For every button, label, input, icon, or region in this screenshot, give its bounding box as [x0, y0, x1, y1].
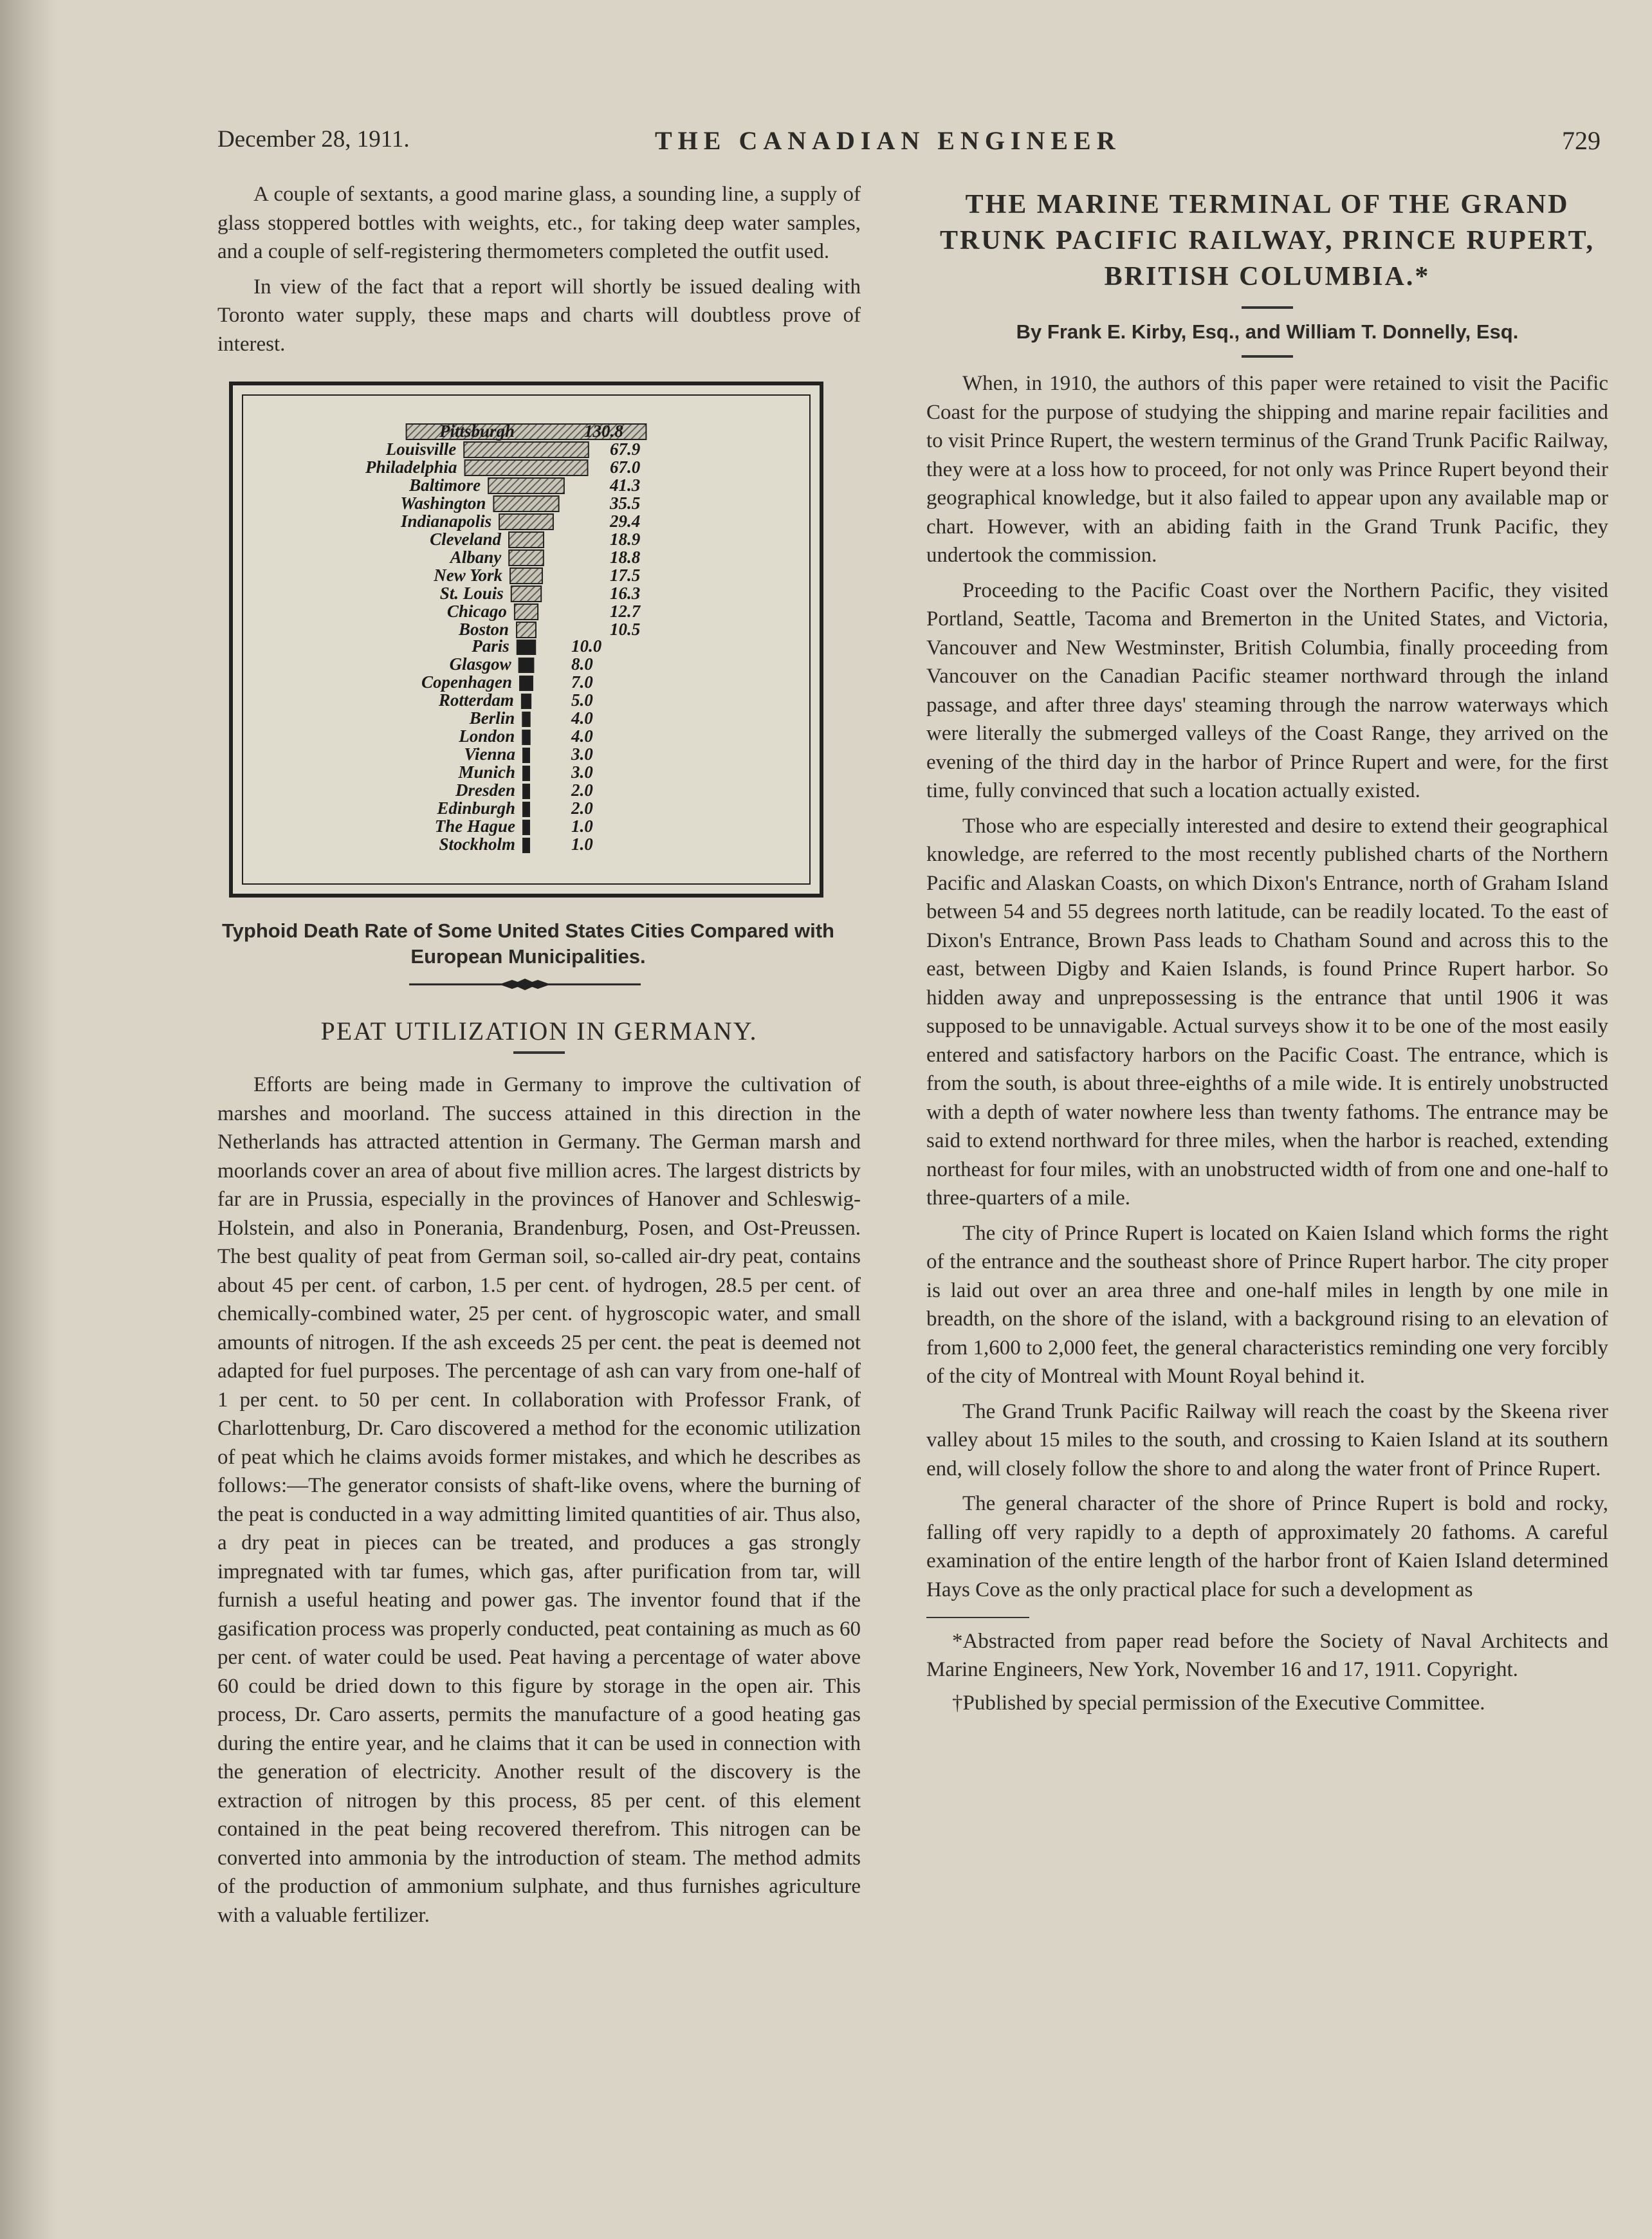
category-label: Berlin: [469, 708, 515, 728]
bar-baltimore: [488, 478, 564, 493]
bar-new-york: [510, 568, 542, 584]
article-paragraph: When, in 1910, the authors of this paper were retained to visit the Pacific Coast for the purpose of studying the shipping and marine repair facilities and to visit Prince Rupert, the western terminus of the Grand Trunk Pacific Railway, they were at a loss how to proceed, for not only was Prince Rupert beyond their geographical knowledge, but it also failed to appear upon any available map or chart. However, with an abiding faith in the Grand Trunk Pacific, they undertook the commission.: [926, 372, 1608, 567]
bar-chicago: [515, 604, 538, 620]
chart-frame: [229, 382, 823, 898]
category-label: Philadelphia: [365, 457, 457, 477]
article-paragraph: The general character of the shore of Prince Rupert is bold and rocky, falling off very rapidly to a depth of approximately 20 fathoms. A careful examination of the entire length of the harbor front of Kaien Island determined Hays Cove as the only practical place for such a development as: [926, 1492, 1608, 1601]
category-label: Chicago: [446, 602, 507, 621]
category-label: Edinburgh: [437, 798, 515, 818]
value-label: 16.3: [610, 584, 641, 603]
article-title: THE MARINE TERMINAL OF THE GRAND TRUNK PACIFIC RAILWAY, PRINCE RUPERT, BRITISH COLUMBIA.*: [939, 190, 1595, 291]
category-label: Rotterdam: [438, 690, 514, 710]
value-label: 4.0: [571, 726, 593, 746]
footnote-rule: [926, 1617, 1029, 1618]
category-label: Louisville: [385, 439, 457, 459]
value-label: 2.0: [571, 798, 593, 818]
category-label: Paris: [472, 636, 509, 656]
footnote: *Abstracted from paper read before the Society of Naval Architects and Marine Engineers, New York, November 16 and 17, 1911. Copyright.: [926, 1630, 1608, 1681]
value-label: 2.0: [571, 780, 593, 800]
category-label: Baltimore: [409, 475, 481, 495]
bar-the-hague: [523, 820, 529, 834]
intro-paragraph: A couple of sextants, a good marine glass, a sounding line, a supply of glass stoppered bottles with weights, etc., for taking deep water samples, and a couple of self-registering thermometers completed the outfit used.: [217, 183, 861, 263]
title-rule: [513, 1051, 565, 1054]
category-label: Glasgow: [449, 654, 511, 674]
title-rule: [1242, 306, 1293, 309]
bar-rotterdam: [522, 694, 531, 708]
bar-edinburgh: [523, 802, 529, 816]
category-label: Washington: [400, 493, 486, 513]
typhoid-figure: [222, 382, 834, 994]
value-label: 67.9: [610, 439, 641, 459]
bar-vienna: [523, 748, 529, 762]
peat-paragraph: Efforts are being made in Germany to improve the cultivation of marshes and moorland. The success attained in this direction in the Netherlands has attracted attention in Germany. The German marsh and moorlands cover an area of about five million acres. The largest districts by far are in Prussia, especially in the provinces of Hanover and Schleswig-Holstein, and also in Ponerania, Brandenburg, Posen, and Ost-Preussen. The best quality of peat from German soil, so-called air-dry peat, contains about 45 per cent. of carbon, 1.5 per cent. of hydrogen, 28.5 per cent. of chemically-combined water, 25 per cent. of hygroscopic water, and small amounts of nitrogen. If the ash exceeds 25 per cent. the peat is deemed not adapted for fuel purposes. The percentage of ash can vary from one-half of 1 per cent. to 50 per cent. In collaboration with Professor Frank, of Charlottenburg, Dr. Caro discovered a method for the economic utilization of peat which he claims avoids former mistakes, and which he describes as follows:—The generator consists of shaft-like ovens, where the burning of the peat is conducted in a way admitting limited quantities of air. Thus also, a dry peat in pieces can be treated, and produces a gas strongly impregnated with tar fumes, which gas, after purification from tar, will furnish a useful heating and power gas. The inventor found that if the gasification process was properly conducted, peat containing as much as 60 per cent. of water could be used. Peat having a percentage of water above 60 could be dried down to this figure by storage in the open air. This process, Dr. Caro asserts, permits the manufacture of a good heating gas during the entire year, and he claims that it can be used in connection with the generation of electricity. Another result of the discovery is the extraction of nitrogen by this process, 85 per cent. of this element contained in the peat being recovered therefrom. This nitrogen can be converted into ammonia by the introduction of steam. The method admits of the production of ammonium sulphate, and thus furnishes agriculture with a valuable fertilizer.: [217, 1073, 861, 1927]
typhoid-chart: [233, 385, 820, 894]
journal-title: THE CANADIAN ENGINEER: [655, 126, 1121, 155]
value-label: 3.0: [571, 762, 593, 782]
bar-copenhagen: [520, 676, 533, 690]
ornament-divider: [409, 975, 641, 994]
bar-indianapolis: [499, 514, 553, 530]
article-paragraph: Proceeding to the Pacific Coast over the Northern Pacific, they visited Portland, Seattle, Tacoma and Bremerton in the United States, and Victoria, Vancouver and New Westminster, British Columbia, finally proceeding from Vancouver on the Canadian Pacific steamer northward through the inland passage, and after three days' steaming through the narrow waterways which were literally the submerged valleys of the Coast Range, they arrived on the evening of the third day in the harbor of Prince Rupert and were, for the first time, fully convinced that such a location actually existed.: [926, 578, 1608, 802]
value-label: 10.5: [610, 620, 641, 639]
bar-munich: [523, 766, 529, 780]
value-label: 18.8: [610, 548, 641, 567]
value-label: 5.0: [571, 690, 593, 710]
footnote: †Published by special permission of the Executive Committee.: [952, 1691, 1485, 1715]
right-column: [926, 180, 1608, 1722]
category-label: Copenhagen: [421, 672, 513, 692]
bar-dresden: [523, 784, 529, 798]
bar-boston: [517, 622, 536, 638]
bar-glasgow: [519, 658, 534, 672]
value-label: 12.7: [610, 602, 641, 621]
left-column: [217, 180, 861, 1936]
value-label: 67.0: [610, 457, 641, 477]
category-label: Dresden: [455, 780, 515, 800]
category-label: Vienna: [464, 744, 515, 764]
issue-date: December 28, 1911.: [217, 126, 410, 152]
section-title: PEAT UTILIZATION IN GERMANY.: [320, 1017, 758, 1046]
bar-cleveland: [509, 532, 544, 548]
value-label: 3.0: [571, 744, 593, 764]
category-label: Albany: [450, 548, 502, 567]
value-label: 7.0: [571, 672, 593, 692]
value-label: 29.4: [610, 511, 641, 531]
value-label: 17.5: [610, 566, 641, 585]
value-label: 1.0: [571, 834, 593, 854]
bar-st-louis: [511, 586, 541, 602]
category-label: New York: [434, 566, 503, 585]
category-label: Munich: [458, 762, 515, 782]
category-label: Boston: [458, 620, 509, 639]
running-header: [217, 125, 1601, 164]
category-label: Indianapolis: [401, 511, 492, 531]
value-label: 10.0: [571, 636, 602, 656]
value-label: 18.9: [610, 530, 641, 549]
category-label: Pittsburgh: [439, 421, 515, 441]
bar-paris: [517, 640, 536, 654]
value-label: 130.8: [584, 421, 623, 441]
byline: By Frank E. Kirby, Esq., and William T. Donnelly, Esq.: [1016, 320, 1519, 343]
bar-berlin: [522, 712, 529, 726]
category-label: Cleveland: [430, 530, 502, 549]
value-label: 41.3: [610, 475, 641, 495]
bar-louisville: [464, 442, 589, 457]
value-label: 1.0: [571, 816, 593, 836]
bar-philadelphia: [465, 460, 588, 475]
figure-caption: Typhoid Death Rate of Some United States Cities Compared with European Municipalities.: [222, 919, 834, 968]
value-label: 4.0: [571, 708, 593, 728]
intro-paragraph: In view of the fact that a report will shortly be issued dealing with Toronto water supply, these maps and charts will doubtless prove of interest.: [217, 275, 861, 356]
article-paragraph: The city of Prince Rupert is located on Kaien Island which forms the right of the entrance and the southeast shore of Prince Rupert harbor. The city proper is laid out over an area three and one-half miles in length by one mile in breadth, on the shore of the island, with a background rising to an elevation of from 1,600 to 2,000 feet, the general characteristics reminding one very forcibly of the city of Montreal with Mount Royal behind it.: [926, 1221, 1608, 1388]
category-label: London: [459, 726, 515, 746]
bar-washington: [493, 496, 558, 511]
article-paragraph: Those who are especially interested and desire to extend their geographical knowledge, are referred to the most recently published charts of the Northern Pacific and Alaskan Coasts, on which Dixon's Entrance, north of Graham Island between 54 and 55 degrees north latitude, can be readily located. To the east of Dixon's Entrance, Brown Pass leads to Chatham Sound and across this to the east, between Digby and Kaien Islands, is found Prince Rupert harbor. So hidden away and unprepossessing is the entrance that until 1906 it was supposed to be unnavigable. Actual surveys show it to be one of the most easily entered and satisfactory harbors on the Pacific Coast. The entrance, which is from the south, is about three-eighths of a mile wide. It is entirely unobstructed with a depth of water nowhere less than twenty fathoms. The entrance may be said to extend northward for three miles, when the harbor is reached, extending northeast for four miles, with an unobstructed width of from one and one-half to three-quarters of a mile.: [926, 814, 1608, 1210]
bar-stockholm: [523, 838, 529, 852]
page-number: 729: [1562, 126, 1601, 155]
value-label: 35.5: [610, 493, 641, 513]
bar-albany: [509, 550, 544, 566]
bar-london: [522, 730, 529, 744]
category-label: Stockholm: [439, 834, 515, 854]
byline-rule: [1242, 355, 1293, 358]
article-paragraph: The Grand Trunk Pacific Railway will reach the coast by the Skeena river valley about 15 miles to the south, and crossing to Kaien Island at its southern end, will closely follow the shore to and along the water front of Prince Rupert.: [926, 1399, 1608, 1480]
category-label: The Hague: [434, 816, 515, 836]
value-label: 8.0: [571, 654, 593, 674]
category-label: St. Louis: [439, 584, 504, 603]
